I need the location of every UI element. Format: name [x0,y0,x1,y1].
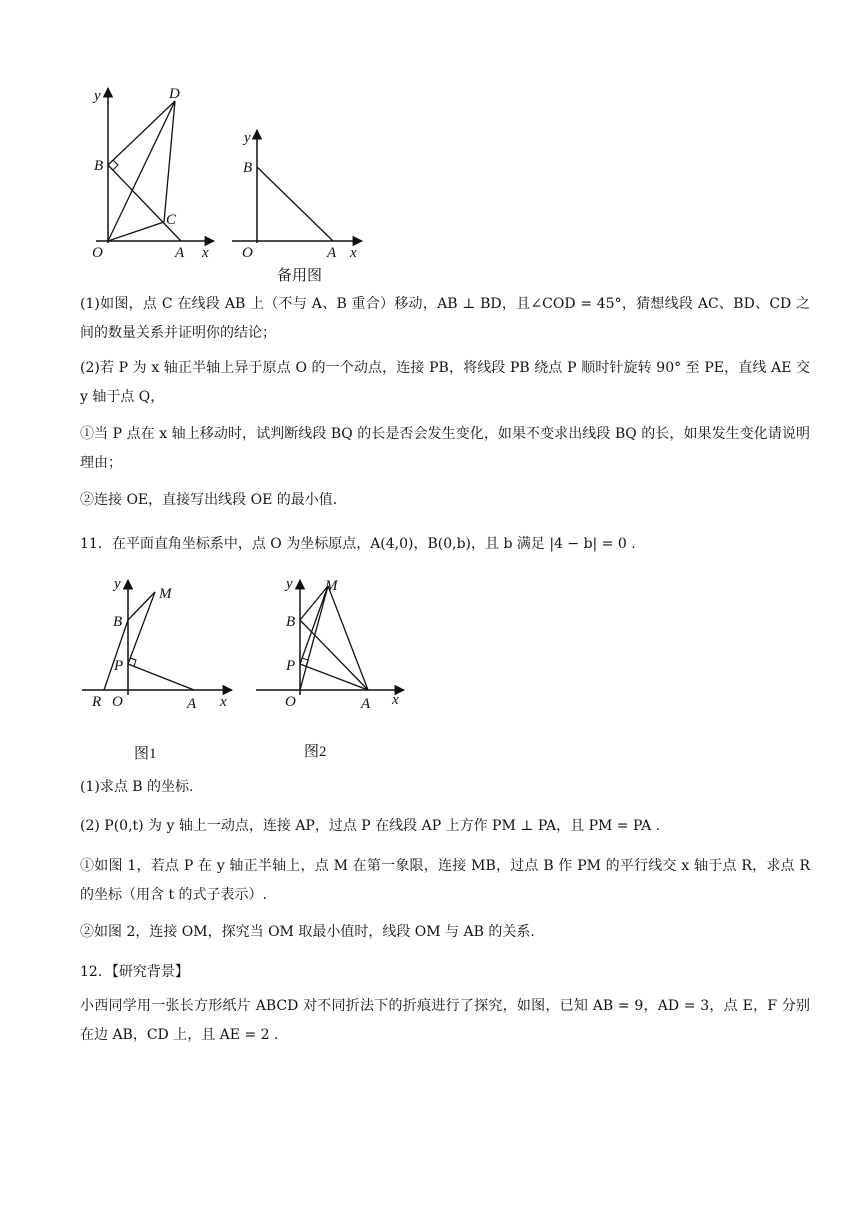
right-angle-mark [108,160,118,170]
segment-BD [108,101,175,165]
fig1-segment-PM [128,592,155,664]
fig2-label-B: B [286,614,296,630]
backup-label-A: A [327,245,337,261]
q11-part2: (2) P(0,t) 为 y 轴上一动点，连接 AP，过点 P 在线段 AP 上方作 PM ⊥ PA，且 PM = PA . [80,818,661,834]
segment-OD [108,101,175,241]
q11-part1: (1)求点 B 的坐标. [80,779,194,795]
label-D: D [169,86,180,102]
fig2-label-y: y [286,576,293,592]
backup-caption: 备用图 [277,268,323,284]
fig1-label-y: y [114,576,121,592]
q10-part2-2: ②连接 OE，直接写出线段 OE 的最小值. [80,492,338,508]
backup-label-B: B [243,160,253,176]
backup-label-x: x [350,245,357,261]
fig2-segment-BA [300,620,368,690]
label-C: C [166,212,177,228]
fig2-label-P: P [286,658,296,674]
q12-background: 小西同学用一张长方形纸片 ABCD 对不同折法下的折痕进行了探究，如图，已知 AB = 9，AD = 3，点 E，F 分别在边 AB，CD 上，且 AE = 2 . [80,998,810,1043]
fig2-label-M: M [325,578,338,594]
fig1-segment-BM [128,592,155,620]
q10-part2-1: ①当 P 点在 x 轴上移动时，试判断线段 BQ 的长是否会发生变化，如果不变求出线段 BQ 的长，如果发生变化请说明理由； [80,426,810,471]
fig2-segment-MA [328,586,368,690]
fig2-label-O: O [285,694,296,710]
q11-stem: 11．在平面直角坐标系中，点 O 为坐标原点，A(4,0)，B(0,b)，且 b 满足 |4 − b| = 0 . [80,536,636,552]
q12-heading: 12．【研究背景】 [80,964,189,980]
figure-q10 [0,0,860,290]
q10-part2: (2)若 P 为 x 轴正半轴上异于原点 O 的一个动点，连接 PB，将线段 PB 绕点 P 顺时针旋转 90° 至 PE，直线 AE 交 y 轴于点 Q， [80,360,810,405]
fig1-label-R: R [92,694,102,710]
label-O: O [92,245,103,261]
backup-label-y: y [244,130,251,146]
fig1-segment-RB [104,620,128,690]
fig1-label-A: A [187,696,197,712]
segment-BA [108,165,181,241]
q11-part2-2: ②如图 2，连接 OM，探究当 OM 取最小值时，线段 OM 与 AB 的关系. [80,924,535,940]
fig1-label-M: M [159,586,172,602]
figure-q11 [0,570,860,780]
fig2-label-x: x [392,692,399,708]
fig2-caption: 图2 [304,744,327,760]
label-A: A [175,245,185,261]
q11-part2-1: ①如图 1，若点 P 在 y 轴正半轴上，点 M 在第一象限，连接 MB，过点 B 作 PM 的平行线交 x 轴于点 R，求点 R 的坐标（用含 t 的式子表示）. [80,858,810,903]
fig1-segment-PA [128,664,194,690]
label-y: y [94,88,101,104]
fig1-label-O: O [112,694,123,710]
fig2-segment-PA [300,664,368,690]
q10-part1: (1)如图，点 C 在线段 AB 上（不与 A、B 重合）移动，AB ⊥ BD，且∠COD = 45°，猜想线段 AC、BD、CD 之间的数量关系并证明你的结论； [80,296,810,341]
fig1-caption: 图1 [134,746,157,762]
fig1-label-B: B [113,614,123,630]
label-B: B [94,158,104,174]
backup-label-O: O [242,245,253,261]
backup-segment-BA [257,167,333,241]
fig2-segment-OM [300,586,328,690]
fig1-label-x: x [220,694,227,710]
label-x: x [202,245,209,261]
fig2-label-A: A [361,696,371,712]
fig1-label-P: P [114,658,124,674]
